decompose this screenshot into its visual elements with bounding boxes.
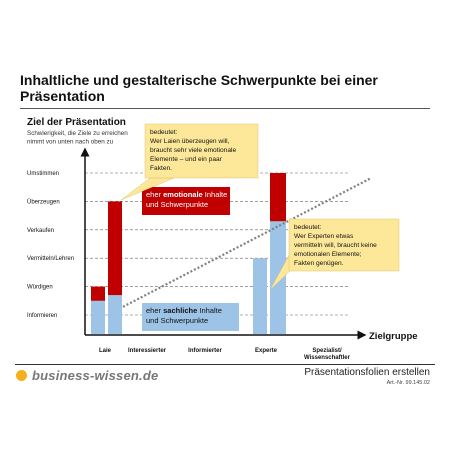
x-tick-label: Informierter	[188, 348, 222, 354]
x-tick-label: Spezialist/ Wissenschaftler	[304, 348, 350, 361]
y-tick-label: Informieren	[27, 313, 58, 319]
svg-text:und Schwerpunkte: und Schwerpunkte	[146, 200, 209, 209]
svg-text:Fakten genügen.: Fakten genügen.	[294, 260, 344, 267]
brand-text: business-wissen.de	[32, 368, 159, 383]
svg-text:Elemente – und ein paar: Elemente – und ein paar	[150, 156, 222, 163]
svg-text:emotionalen Elemente;: emotionalen Elemente;	[294, 251, 362, 258]
label-emotional	[142, 187, 230, 215]
svg-text:bedeutet:: bedeutet:	[294, 224, 322, 231]
bar-emotional	[91, 287, 105, 301]
svg-text:Wer Laien überzeugen will,: Wer Laien überzeugen will,	[150, 138, 230, 145]
bar-sachlich	[253, 258, 267, 334]
svg-text:Wer Experten etwas: Wer Experten etwas	[294, 233, 354, 240]
x-tick-label: Laie	[98, 348, 112, 354]
brand-dot-icon	[16, 370, 27, 381]
bar-emotional	[108, 201, 122, 295]
footer-divider	[15, 364, 435, 365]
y-tick-label: Umstimmen	[27, 171, 60, 177]
bar-sachlich	[91, 301, 105, 334]
svg-text:eher emotionale Inhalte: eher emotionale Inhalte	[146, 190, 228, 199]
y-tick-label: Überzeugen	[27, 199, 60, 206]
x-axis-label: Zielgruppe	[369, 331, 418, 342]
page-title: Inhaltliche und gestalterische Schwerpunkte bei einer Präsentation	[20, 72, 378, 104]
y-tick-label: Würdigen	[27, 284, 53, 291]
callout-box	[270, 219, 399, 290]
y-tick-label: Verkaufen	[27, 227, 55, 234]
label-sachlich	[142, 303, 239, 331]
svg-text:und Schwerpunkte: und Schwerpunkte	[146, 316, 209, 325]
chart-subtitle: Schwierigkeit, die Ziele zu erreichen nimmt von unten nach oben zu	[27, 130, 128, 146]
bar-emotional	[270, 173, 286, 221]
svg-text:braucht sehr viele emotionale: braucht sehr viele emotionale	[150, 147, 237, 154]
svg-text:Fakten.: Fakten.	[150, 165, 172, 172]
chart-title: Ziel der Präsentation	[27, 117, 126, 128]
article-number: Art.-Nr. 99.145.02	[386, 380, 430, 386]
svg-text:bedeutet:: bedeutet:	[150, 129, 178, 136]
brand-logo[interactable]	[16, 368, 158, 383]
svg-text:eher sachliche Inhalte: eher sachliche Inhalte	[146, 306, 222, 315]
bar-sachlich	[108, 295, 122, 334]
footer-title: Präsentationsfolien erstellen	[304, 367, 430, 378]
y-tick-label: Vermitteln/Lehren	[27, 256, 75, 263]
svg-text:vermitteln will, braucht keine: vermitteln will, braucht keine	[294, 242, 377, 249]
x-tick-label: Experte	[254, 348, 278, 354]
x-tick-label: Interessierter	[127, 348, 167, 354]
